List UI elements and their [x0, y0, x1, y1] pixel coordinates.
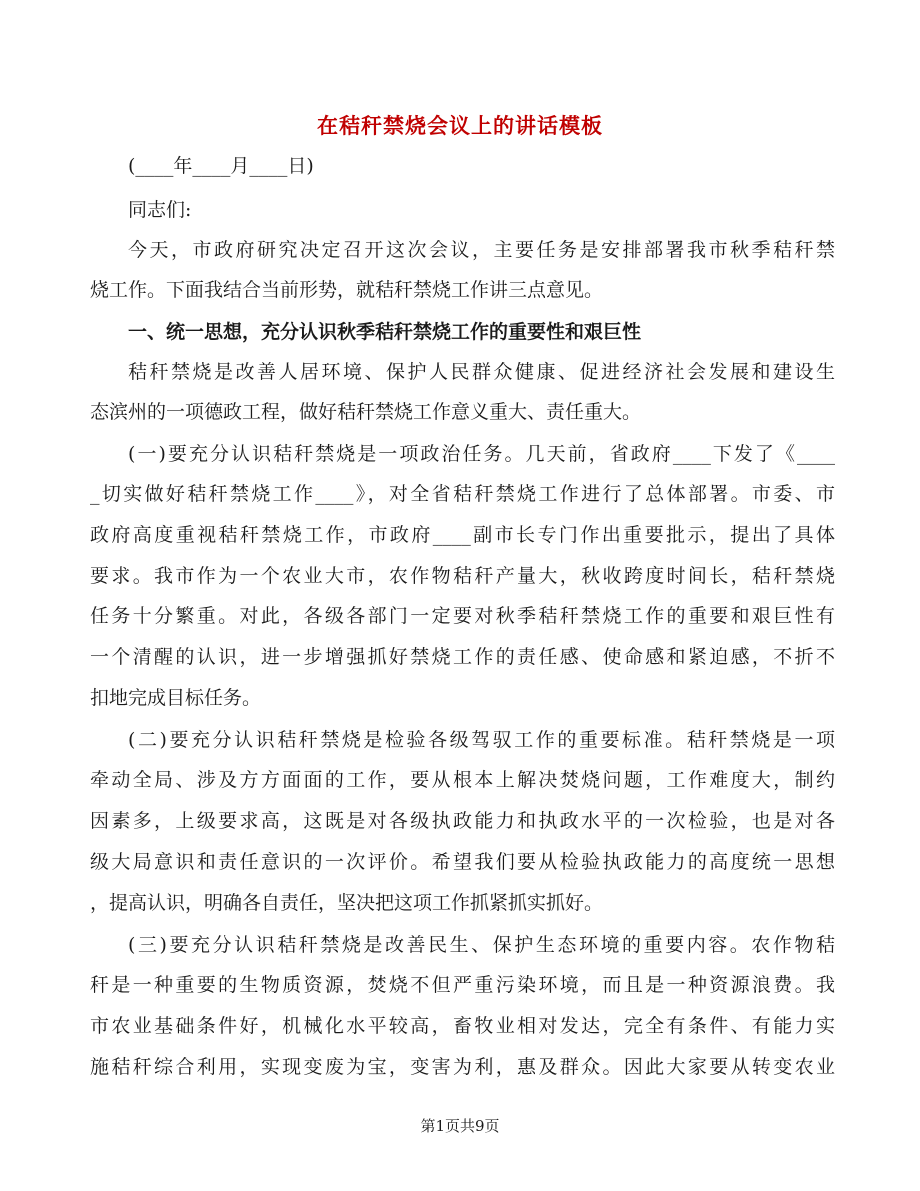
body-line: 今天，市政府研究决定召开这次会议，主要任务是安排部署我市秋季秸秆禁: [128, 239, 835, 261]
page-number: 第1页共9页: [420, 1117, 500, 1135]
body-line: (三)要充分认识秸秆禁烧是改善民生、保护生态环境的重要内容。农作物秸: [128, 934, 835, 956]
body-line: (二)要充分认识秸秆禁烧是检验各级驾驭工作的重要标准。秸秆禁烧是一项: [128, 729, 835, 751]
body-line: _切实做好秸秆禁烧工作____》，对全省秸秆禁烧工作进行了总体部署。市委、市: [90, 483, 835, 505]
body-line: 态滨州的一项德政工程，做好秸秆禁烧工作意义重大、责任重大。: [90, 401, 642, 423]
body-line: 政府高度重视秸秆禁烧工作，市政府____副市长专门作出重要批示，提出了具体: [90, 524, 835, 546]
body-line: 任务十分繁重。对此，各级各部门一定要对秋季秸秆禁烧工作的重要和艰巨性有: [90, 605, 835, 627]
document-title: 在秸秆禁烧会议上的讲话模板: [317, 113, 603, 138]
section-heading: 一、统一思想，充分认识秋季秸秆禁烧工作的重要性和艰巨性: [128, 321, 642, 343]
body-line: 一个清醒的认识，进一步增强抓好禁烧工作的责任感、使命感和紧迫感，不折不: [90, 646, 835, 668]
body-line: 秸秆禁烧是改善人居环境、保护人民群众健康、促进经济社会发展和建设生: [128, 361, 835, 383]
body-line: 扣地完成目标任务。: [90, 687, 262, 709]
body-line: ，提高认识，明确各自责任，坚决把这项工作抓紧抓实抓好。: [90, 892, 604, 914]
body-line: 烧工作。下面我结合当前形势，就秸秆禁烧工作讲三点意见。: [90, 279, 604, 301]
body-line: 因素多，上级要求高，这既是对各级执政能力和执政水平的一次检验，也是对各: [90, 810, 835, 832]
body-line: 级大局意识和责任意识的一次评价。希望我们要从检验执政能力的高度统一思想: [90, 851, 835, 873]
salutation: 同志们:: [128, 199, 192, 221]
body-line: 要求。我市作为一个农业大市，农作物秸秆产量大，秋收跨度时间长，秸秆禁烧: [90, 565, 835, 587]
date-line: (____年____月____日): [128, 155, 314, 177]
body-line: 施秸秆综合利用，实现变废为宝，变害为利，惠及群众。因此大家要从转变农业: [90, 1056, 835, 1078]
body-line: 市农业基础条件好，机械化水平较高，畜牧业相对发达，完全有条件、有能力实: [90, 1015, 835, 1037]
body-line: (一)要充分认识秸秆禁烧是一项政治任务。几天前，省政府____下发了《____: [128, 443, 835, 465]
body-line: 秆是一种重要的生物质资源，焚烧不但严重污染环境，而且是一种资源浪费。我: [90, 974, 835, 996]
body-line: 牵动全局、涉及方方面面的工作，要从根本上解决焚烧问题，工作难度大，制约: [90, 769, 835, 791]
